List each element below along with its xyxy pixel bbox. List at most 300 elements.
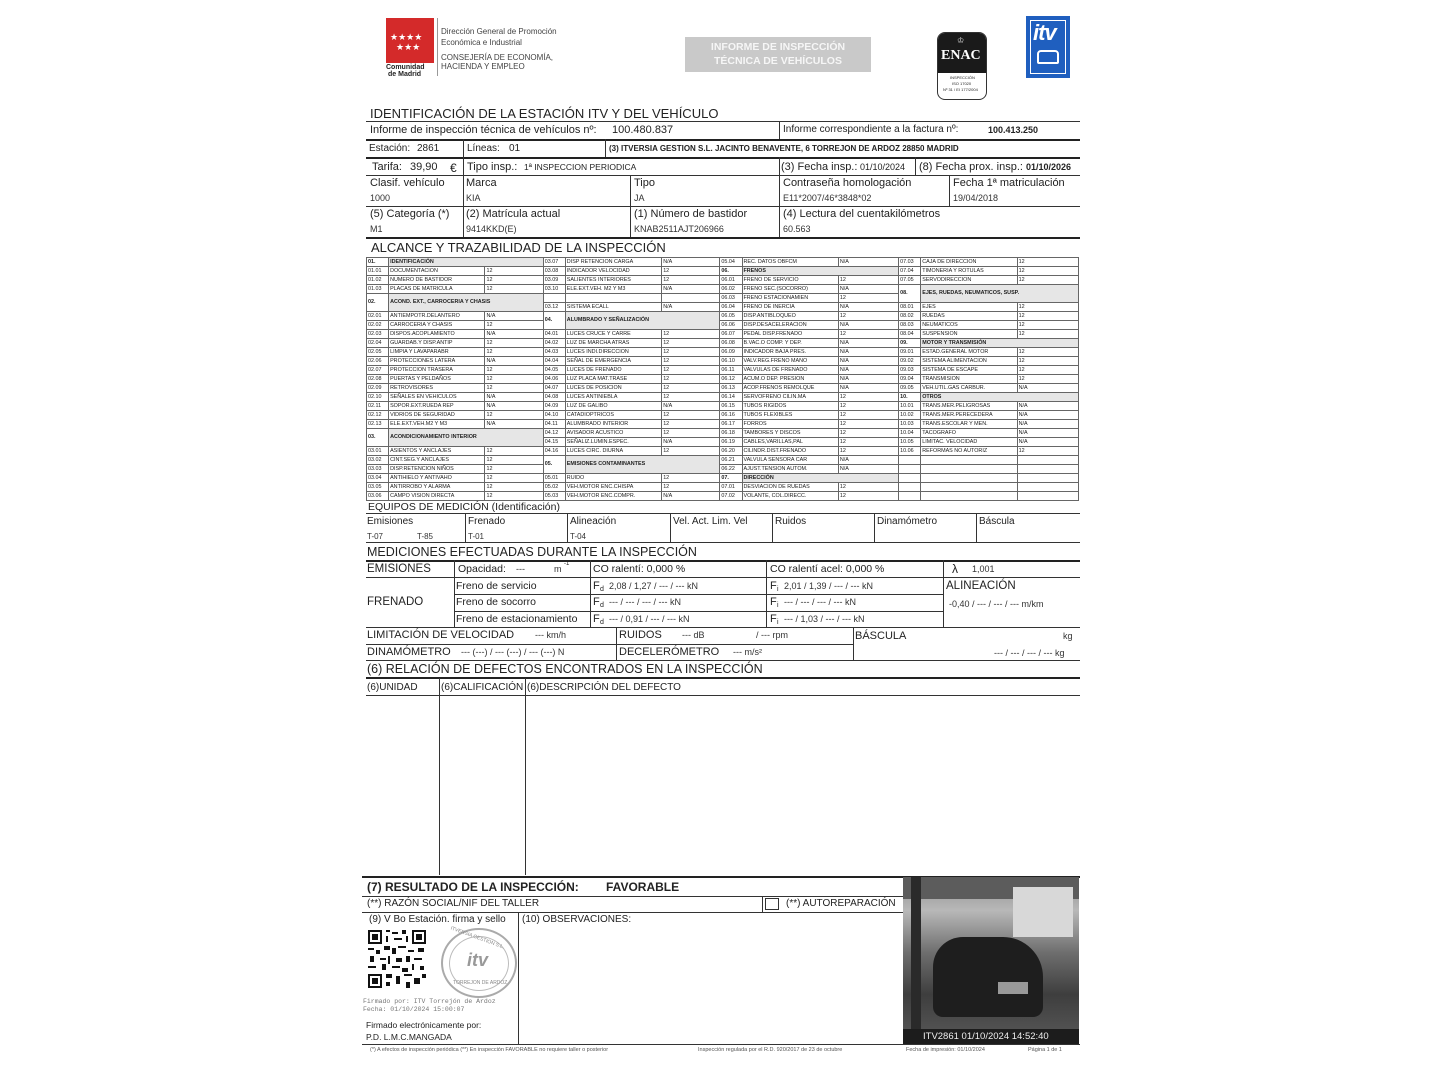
item-result: N/A (485, 312, 543, 321)
item-description: DOCUMENTACION (389, 267, 485, 276)
item-result: 12 (1017, 312, 1078, 321)
item-description: NEUMATICOS (921, 321, 1017, 330)
item-result: N/A (1017, 402, 1078, 411)
item-result: 12 (1017, 447, 1078, 456)
item-code: 06.21 (720, 456, 742, 465)
photo-caption: ITV2861 01/10/2024 14:52:40 (923, 1031, 1049, 1042)
item-description: ESTAD.GENERAL MOTOR (921, 348, 1017, 357)
item-description: AJUST.TENSION AUTOM. (742, 465, 838, 474)
item-code: 07.03 (899, 258, 921, 267)
vin-value: KNAB2511AJT206966 (634, 224, 724, 234)
item-result: 12 (838, 492, 898, 501)
item-description: VEH.MOTOR ENC.CHISPA (565, 483, 661, 492)
item-code: 10.06 (899, 447, 921, 456)
item-result: N/A (1017, 429, 1078, 438)
item-description (921, 483, 1017, 492)
item-description: LUZ DE GALIBO (565, 402, 661, 411)
item-description: SALIENTES INTERIORES (565, 276, 661, 285)
item-code: 02.10 (367, 393, 389, 402)
item-result: N/A (1017, 411, 1078, 420)
item-code: 04.06 (543, 375, 565, 384)
item-result: 12 (1017, 276, 1078, 285)
item-result: 12 (1017, 375, 1078, 384)
page-number: Página 1 de 1 (1028, 1047, 1062, 1053)
item-code: 04.12 (543, 429, 565, 438)
item-code: 04.01 (543, 330, 565, 339)
item-result: 12 (662, 276, 720, 285)
item-code: 06.18 (720, 429, 742, 438)
section-code: 02. (367, 294, 389, 312)
plate-value: 9414KKD(E) (466, 224, 517, 234)
item-description: TRANS.MER.PERECEDERA (921, 411, 1017, 420)
item-code: 04.15 (543, 438, 565, 447)
item-description: TAMBORES Y DISCOS (742, 429, 838, 438)
org-line-4: HACIENDA Y EMPLEO (441, 62, 525, 71)
item-result: 12 (485, 483, 543, 492)
item-code: 07.05 (899, 276, 921, 285)
item-result: 12 (485, 456, 543, 465)
item-result: 12 (485, 285, 543, 294)
enac-text: ENAC (941, 48, 981, 63)
section-name: EMISIONES CONTAMINANTES (565, 456, 720, 474)
item-result (1017, 465, 1078, 474)
item-result: N/A (662, 492, 720, 501)
item-result: N/A (662, 258, 720, 267)
item-description: CABLES,VARILLAS,PAL (742, 438, 838, 447)
item-result: N/A (485, 330, 543, 339)
item-description (565, 294, 661, 303)
item-description: RUEDAS (921, 312, 1017, 321)
inspection-row (367, 384, 1079, 393)
item-result: 12 (1017, 330, 1078, 339)
item-result: 12 (485, 447, 543, 456)
item-code: 09.04 (899, 375, 921, 384)
item-result: 12 (485, 375, 543, 384)
item-description: AVISADOR ACUSTICO (565, 429, 661, 438)
item-code: 02.04 (367, 339, 389, 348)
item-result: N/A (1017, 420, 1078, 429)
item-code: 06.16 (720, 411, 742, 420)
item-description: VALVULA SENSORA CAR (742, 456, 838, 465)
item-description: SISTEMA ECALL (565, 303, 661, 312)
item-result: N/A (485, 393, 543, 402)
item-code: 10.01 (899, 402, 921, 411)
item-result: 12 (838, 438, 898, 447)
item-code: 03.09 (543, 276, 565, 285)
item-description: SEÑAL DE EMERGENCIA (565, 357, 661, 366)
item-code (899, 474, 921, 483)
item-code: 07.02 (720, 492, 742, 501)
item-result: 12 (662, 375, 720, 384)
inspection-type: 1ª INSPECCION PERIODICA (524, 162, 637, 172)
item-description: CAMPO VISION DIRECTA (389, 492, 485, 501)
item-description: ELE.EXT.VEH.M2 Y M3 (389, 420, 485, 429)
alineacion-value: -0,40 / --- / --- / --- m/km (949, 599, 1044, 609)
inspection-row (367, 276, 1079, 285)
item-result: N/A (662, 285, 720, 294)
fi-servicio: 2,01 / 1,39 / --- / --- kN (784, 581, 874, 591)
item-code: 01.02 (367, 276, 389, 285)
item-result: N/A (838, 384, 898, 393)
item-result: N/A (1017, 438, 1078, 447)
item-code: 06.04 (720, 303, 742, 312)
item-code: 03.06 (367, 492, 389, 501)
item-result: 12 (1017, 258, 1078, 267)
item-description: CILINDR.DIST.FRENADO (742, 447, 838, 456)
item-description: VEH.UTIL.GAS CARBUR. (921, 384, 1017, 393)
item-code (899, 465, 921, 474)
item-result: 12 (485, 492, 543, 501)
item-result: 12 (838, 276, 898, 285)
inspection-row (367, 474, 1079, 483)
item-result: 12 (662, 366, 720, 375)
org-line-3: CONSEJERÍA DE ECONOMÍA, (441, 53, 554, 62)
item-result: 12 (662, 330, 720, 339)
item-description: FORROS (742, 420, 838, 429)
item-code: 08.04 (899, 330, 921, 339)
item-description: LUZ DE MARCHA ATRAS (565, 339, 661, 348)
item-description (921, 474, 1017, 483)
item-code: 10.04 (899, 429, 921, 438)
item-result: 12 (662, 420, 720, 429)
item-description: PEDAL DISP.FRENADO (742, 330, 838, 339)
item-description: RETROVISORES (389, 384, 485, 393)
stars-icon: ★★★★ (390, 32, 423, 42)
item-description: PROTECCIONES LATERA (389, 357, 485, 366)
item-code: 06.12 (720, 375, 742, 384)
item-result: N/A (838, 465, 898, 474)
inspection-items-table (366, 257, 1079, 501)
inspection-row (367, 267, 1079, 276)
item-description: REC. DATOS OBFCM (742, 258, 838, 267)
item-code: 03.04 (367, 474, 389, 483)
item-code: 09.01 (899, 348, 921, 357)
item-code: 02.11 (367, 402, 389, 411)
item-result: 12 (485, 321, 543, 330)
item-result: 12 (662, 474, 720, 483)
item-result: 12 (485, 465, 543, 474)
item-code: 04.08 (543, 393, 565, 402)
item-description: CAJA DE DIRECCION (921, 258, 1017, 267)
item-result: 12 (838, 429, 898, 438)
item-code (899, 483, 921, 492)
inspection-row (367, 366, 1079, 375)
section-name: OTROS (921, 393, 1079, 402)
item-description: PUERTAS Y PELDAÑOS (389, 375, 485, 384)
item-code: 03.05 (367, 483, 389, 492)
section-code: 09. (899, 339, 921, 348)
item-result (662, 294, 720, 303)
vehicle-photo (903, 877, 1079, 1045)
item-code: 02.07 (367, 366, 389, 375)
item-code: 06.19 (720, 438, 742, 447)
item-code: 06.05 (720, 312, 742, 321)
item-result: 12 (485, 267, 543, 276)
station-address: (3) ITVERSIA GESTION S.L. JACINTO BENAVENTE, 6 TORREJON DE ARDOZ 28850 MADRID (609, 144, 959, 153)
inspection-row (367, 411, 1079, 420)
item-description: TRANSMISION (921, 375, 1017, 384)
item-description: DISP.DESACELERACION (742, 321, 838, 330)
item-result: 12 (485, 366, 543, 375)
item-description (921, 492, 1017, 501)
item-code: 06.01 (720, 276, 742, 285)
enac-logo: ♔ ENAC INSPECCIÓN ISO 17020 Nº 31 / EI 177/2004 (937, 32, 987, 100)
item-description: CATADIOPTRICOS (565, 411, 661, 420)
mediciones-section-title: MEDICIONES EFECTUADAS DURANTE LA INSPECCIÓN (367, 545, 697, 559)
item-description: SUSPENSION (921, 330, 1017, 339)
item-result: 12 (1017, 321, 1078, 330)
brand-value: KIA (466, 193, 481, 203)
item-code: 04.05 (543, 366, 565, 375)
item-code: 03.08 (543, 267, 565, 276)
item-description: ALUMBRADO INTERIOR (565, 420, 661, 429)
invoice-number: 100.413.250 (988, 125, 1039, 135)
section-name: ACOND. EXT., CARROCERIA Y CHASIS (389, 294, 544, 312)
odometer-value: 60.563 (783, 224, 811, 234)
section-code: 08. (899, 285, 921, 303)
item-code: 03.12 (543, 303, 565, 312)
inspection-row (367, 402, 1079, 411)
item-result: N/A (838, 321, 898, 330)
item-result: 12 (662, 339, 720, 348)
item-result: 12 (838, 330, 898, 339)
section-name: FRENOS (742, 267, 899, 276)
item-result: N/A (838, 357, 898, 366)
inspection-row (367, 465, 1079, 474)
item-result: 12 (838, 312, 898, 321)
co-ralenti-acel: CO ralentí acel: 0,000 % (770, 563, 885, 575)
item-description: B.VAC.O COMP. Y DEP. (742, 339, 838, 348)
report-number: 100.480.837 (612, 124, 674, 136)
fd-servicio: 2,08 / 1,27 / --- / --- kN (609, 581, 699, 591)
item-code: 03.02 (367, 456, 389, 465)
item-code: 05.03 (543, 492, 565, 501)
item-result: 12 (1017, 357, 1078, 366)
item-result: 12 (838, 402, 898, 411)
station-number: 2861 (417, 143, 440, 154)
item-description: VOLANTE, COL.DIRECC. (742, 492, 838, 501)
itv-text: itv (1033, 20, 1056, 45)
section-code: 07. (720, 474, 742, 483)
item-description: INDICADOR VELOCIDAD (565, 267, 661, 276)
item-description: ELE.EXT.VEH. M2 Y M3 (565, 285, 661, 294)
item-result: N/A (838, 285, 898, 294)
item-description: LIMITAC. VELOCIDAD (921, 438, 1017, 447)
item-code: 04.09 (543, 402, 565, 411)
item-code: 08.01 (899, 303, 921, 312)
item-description: GUARDAB.Y DISP.ANTIP (389, 339, 485, 348)
item-code: 07.04 (899, 267, 921, 276)
inspection-row (367, 330, 1079, 339)
item-code: 02.03 (367, 330, 389, 339)
item-code: 05.02 (543, 483, 565, 492)
item-result: N/A (838, 456, 898, 465)
item-description: CINT.SEG.Y ANCLAJES (389, 456, 485, 465)
item-description: INDICADOR BAJA PRES. (742, 348, 838, 357)
item-description: LUCES DE FRENADO (565, 366, 661, 375)
item-description: VEH.MOTOR ENC.COMPR. (565, 492, 661, 501)
item-result: 12 (838, 393, 898, 402)
item-code: 10.05 (899, 438, 921, 447)
inspection-row (367, 285, 1079, 294)
logo-text-2: de Madrid (388, 71, 422, 78)
item-result: N/A (662, 438, 720, 447)
item-code: 06.22 (720, 465, 742, 474)
item-description: ANTIRROBO Y ALARMA (389, 483, 485, 492)
item-code: 04.10 (543, 411, 565, 420)
item-description: SERVODIRECCION (921, 276, 1017, 285)
inspection-row (367, 321, 1079, 330)
item-code: 04.11 (543, 420, 565, 429)
item-code: 06.17 (720, 420, 742, 429)
item-code: 08.02 (899, 312, 921, 321)
item-code: 02.09 (367, 384, 389, 393)
item-code: 03.01 (367, 447, 389, 456)
inspection-row (367, 348, 1079, 357)
item-description: TIMONERIA Y ROTULAS (921, 267, 1017, 276)
item-description: DISP.ANTIBLOQUEO (742, 312, 838, 321)
item-code: 06.11 (720, 366, 742, 375)
item-code: 06.15 (720, 402, 742, 411)
next-inspection-date: 01/10/2026 (1026, 162, 1072, 172)
section-name: ALUMBRADO Y SEÑALIZACIÓN (565, 312, 720, 330)
co-ralenti: CO ralentí: 0,000 % (593, 563, 686, 575)
logo-text-1: Comunidad (386, 64, 425, 71)
item-result (1017, 474, 1078, 483)
item-result: 12 (485, 474, 543, 483)
item-description: DESVIACION DE RUEDAS (742, 483, 838, 492)
inspection-row (367, 429, 1079, 438)
inspection-row (367, 483, 1079, 492)
qr-code (368, 930, 426, 988)
item-description: SOPOR.EXT.RUEDA REP (389, 402, 485, 411)
item-description: ANTIHIELO Y ANTIVAHO (389, 474, 485, 483)
item-code: 09.02 (899, 357, 921, 366)
item-code: 06.10 (720, 357, 742, 366)
station-stamp: ITVERSIA GESTION S.L. itv TORREJON DE ARDOZ (441, 928, 517, 998)
item-code: 04.02 (543, 339, 565, 348)
item-code: 04.07 (543, 384, 565, 393)
item-description: REFORMAS NO AUTORIZ (921, 447, 1017, 456)
item-description: FRENO SEC.(SOCORRO) (742, 285, 838, 294)
item-result: N/A (838, 303, 898, 312)
item-description (921, 456, 1017, 465)
item-description: CARROCERIA Y CHASIS (389, 321, 485, 330)
section-code: 05. (543, 456, 565, 474)
item-description: ACOP.FRENOS REMOLQUE (742, 384, 838, 393)
item-description: PROTECCION TRASERA (389, 366, 485, 375)
item-description: ACUM.O DEP. PRESION (742, 375, 838, 384)
inspection-row (367, 339, 1079, 348)
item-result: N/A (838, 375, 898, 384)
item-code: 09.03 (899, 366, 921, 375)
item-code: 03.07 (543, 258, 565, 267)
item-code: 03.03 (367, 465, 389, 474)
item-description: DISP.RETENCION NIÑOS (389, 465, 485, 474)
inspection-row (367, 258, 1079, 267)
item-code: 06.08 (720, 339, 742, 348)
section-code: 03. (367, 429, 389, 447)
item-result: 12 (662, 411, 720, 420)
item-code: 06.20 (720, 447, 742, 456)
item-description: LUCES CIRC. DIURNA (565, 447, 661, 456)
item-description: VALV.REG.FRENO MANO (742, 357, 838, 366)
autoreparacion-checkbox[interactable] (765, 898, 779, 910)
alcance-section-title: ALCANCE Y TRAZABILIDAD DE LA INSPECCIÓN (371, 240, 666, 255)
item-result: 12 (485, 411, 543, 420)
item-code: 03.10 (543, 285, 565, 294)
item-code: 06.06 (720, 321, 742, 330)
item-result: 12 (838, 483, 898, 492)
ident-section-title: IDENTIFICACIÓN DE LA ESTACIÓN ITV Y DEL VEHÍCULO (370, 106, 719, 121)
item-result: N/A (838, 258, 898, 267)
item-result: N/A (662, 402, 720, 411)
item-result: 12 (662, 447, 720, 456)
item-description: SISTEMA ALIMENTACION (921, 357, 1017, 366)
itv-logo (1026, 16, 1070, 78)
item-description: ASIENTOS Y ANCLAJES (389, 447, 485, 456)
item-description: SEÑALIZ.LUMIN.ESPEC. (565, 438, 661, 447)
item-description: EJES (921, 303, 1017, 312)
item-description: VALVULAS DE FRENADO (742, 366, 838, 375)
item-code: 06.07 (720, 330, 742, 339)
item-description: DISP RETENCION CARGA (565, 258, 661, 267)
item-result: 12 (1017, 303, 1078, 312)
item-result: 12 (1017, 267, 1078, 276)
item-code: 06.09 (720, 348, 742, 357)
section-name: DIRECCIÓN (742, 474, 899, 483)
item-code: 10.03 (899, 420, 921, 429)
item-description: TRANS.ESCOLAR Y MEN. (921, 420, 1017, 429)
item-result: 12 (485, 384, 543, 393)
item-code: 02.02 (367, 321, 389, 330)
inspection-row (367, 393, 1079, 402)
item-code: 05.04 (720, 258, 742, 267)
item-code: 09.05 (899, 384, 921, 393)
item-code: 02.06 (367, 357, 389, 366)
item-code: 01.03 (367, 285, 389, 294)
result-title: (7) RESULTADO DE LA INSPECCIÓN: (367, 880, 579, 894)
item-code: 05.01 (543, 474, 565, 483)
item-code: 06.03 (720, 294, 742, 303)
item-result: N/A (662, 303, 720, 312)
item-code: 06.02 (720, 285, 742, 294)
item-code (899, 492, 921, 501)
car-icon (1037, 50, 1059, 64)
item-description: LUCES ANTINIEBLA (565, 393, 661, 402)
item-description: VIDRIOS DE SEGURIDAD (389, 411, 485, 420)
item-result: 12 (662, 429, 720, 438)
document-title-2: TÉCNICA DE VEHÍCULOS (714, 55, 842, 67)
inspection-row (367, 375, 1079, 384)
item-description: LUCES DE POSICION (565, 384, 661, 393)
document-title-box (685, 37, 871, 72)
item-description: SISTEMA DE ESCAPE (921, 366, 1017, 375)
item-result (1017, 492, 1078, 501)
item-code: 02.01 (367, 312, 389, 321)
item-result: 12 (662, 384, 720, 393)
item-description: NUMERO DE BASTIDOR (389, 276, 485, 285)
item-result: 12 (838, 447, 898, 456)
inspection-date: 01/10/2024 (860, 162, 906, 172)
item-code (543, 294, 565, 303)
item-description: FRENO ESTACIONAMIEN (742, 294, 838, 303)
item-description: TUBOS RIGIDOS (742, 402, 838, 411)
madrid-logo: ★★★★ ★★★ (386, 18, 434, 63)
item-description: LUCES CRUCE Y CARRE (565, 330, 661, 339)
item-result (1017, 456, 1078, 465)
item-description: DISPOS.ACOPLAMIENTO (389, 330, 485, 339)
